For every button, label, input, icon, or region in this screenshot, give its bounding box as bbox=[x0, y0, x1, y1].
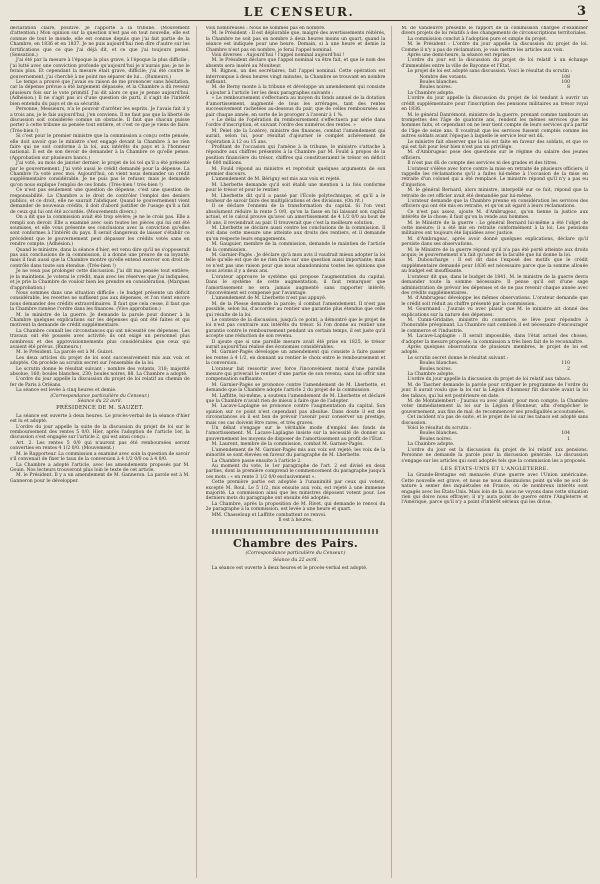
column-3 bbox=[401, 26, 588, 878]
paragraph: M. Fould répond au ministre et reproduit quelques arguments de son premier discours. bbox=[205, 166, 386, 177]
paragraph: L'orateur fait ressortir avec force l'inconvénient moral d'une pareille mesure qui priverait le rentier d'une partie de son revenu, sans lui offrir une compensation suffisante. bbox=[205, 366, 386, 383]
paragraph: L'orateur demande que la Chambre prenne en considération les services des officiers qui ont été mis en retraite, et qu'on ait égard à leurs réclamations. bbox=[401, 199, 588, 210]
paragraph: MM. Chasseloup et Laffitte combattent ce renvoi. bbox=[211, 512, 327, 518]
tally-value: 1 bbox=[567, 436, 570, 442]
paragraph: La séance est levée à cinq heures et demie. bbox=[16, 388, 117, 394]
section-heading: LES ÉTATS-UNIS ET L'ANGLETERRE. bbox=[440, 465, 549, 472]
paragraph: M. le Président. La parole est à M. Guizot. bbox=[16, 350, 114, 356]
paragraph: M. le Ministre de la guerre : Le général Bernard lui-même a été l'objet de cette mesure; il a été mis en retraite conformément à la loi. Les pensions militaires ont toujours été liquidées avec justice. bbox=[401, 220, 588, 237]
tally-label: Boules blanches. bbox=[419, 431, 459, 437]
correspondence-note: (Correspondance particulière du Censeur.) bbox=[50, 393, 150, 399]
paragraph: M. Lacave-Laplagne se prononce contre l'augmentation du capital. Son opinion sur ce point n'est cependant pas absolue. Dans doute il est des circonstances où il est bon de prévoir l'avenir pour conserver un prestige, mais ces cas doivent être rares, et très graves. bbox=[205, 404, 386, 426]
session-date: Séance du 22 avril. bbox=[273, 557, 318, 563]
paragraph: M. le général Bernard, alors ministre, interpellé sur ce fait, répond que la retraite de cet officier avait été demandée par lui-même. bbox=[401, 188, 588, 199]
paragraph: Il est à heures. bbox=[278, 517, 313, 523]
paragraph: M. Bignon, un des secrétaires, fait l'appel nominal. Cette opération est interrompue à deux heures vingt minutes, la Chambre se trouvant en nombre suffisant. bbox=[205, 69, 386, 86]
paragraph: La Chambre adopte. bbox=[407, 372, 455, 377]
tally-value: 108 bbox=[561, 74, 570, 80]
page-header bbox=[10, 4, 588, 21]
paragraph: M. Gauguier, membre de la commission, demande le maintien de l'article de la commission. bbox=[205, 242, 386, 253]
paragraph: Il ajoute que si une pareille mesure avait été prise en 1825, le trésor aurait aujourd'hui réalisé des économies considérables. bbox=[205, 339, 386, 350]
tally-label: Nombre des votants. bbox=[419, 74, 468, 80]
paragraph: L'ordre du jour appelle la discussion du projet de loi tendant à ouvrir un crédit supplémentaire pour l'inscription des pensions militaires au trésor royal en 1836. bbox=[401, 96, 588, 113]
paragraph: M. Garnier-Pagès : Je déclare qu'à mon avis il vaudrait mieux adopter la loi telle qu'elle est que de ne rien faire sur une question aussi importante; mais ce n'est pas une raison pour que nous abandonnions toutes les opinions que nous avions il y a deux ans. bbox=[205, 253, 386, 275]
paragraph: M. Garnier-Pagès développe un amendement qui consiste à faire passer les rentes à 4 1/2, en donnant au rentier le choix entre le remboursement et la conversion. bbox=[205, 350, 386, 367]
paragraph: L'orateur approuve le système qui propose l'augmentation du capital. Dans le système de cette augmentation, il faut remarquer que l'amortissement ne sera jamais augmenté sans rapporter intérêt; l'inconvénient est compensé par l'avantage. bbox=[205, 274, 386, 296]
paragraph: J'ai voté, au mois de janvier dernier, le projet de loi tel qu'il a été présenté par le gouvernement. J'ai voté aussi le crédit demandé pour la dépense. La Chambre l'a voté avec moi. Aujourd'hui, on vient nous demander un crédit supplémentaire considérable. Je ne puis pas le refuser, mais je demande qu'on nous explique l'emploi de ces fonds. (Très-bien ! très-bien !) bbox=[10, 161, 190, 188]
paragraph: L'ordre du jour appelle la suite de la discussion du projet de loi sur le remboursement des rentes 5 0/0. Hier, après l'adoption de l'article 1er, la discussion s'est engagée sur l'article 2, qui est ainsi conçu : bbox=[10, 424, 190, 441]
presidency-heading: PRÉSIDENCE DE M. SAUZET. bbox=[56, 405, 144, 412]
vote-tally-1 bbox=[401, 75, 588, 91]
page-number: 3 bbox=[576, 4, 586, 19]
paragraph: La séance est ouverte à deux heures. Le procès-verbal de la séance d'hier est lu et adopté. bbox=[10, 413, 190, 425]
paragraph: M. Pelet (de la Lozère), ministre des finances, combat l'amendement qui aurait, selon lui, pour résultat d'ajourner le complet achèvement de l'opération à 12 ou 15 ans. bbox=[205, 128, 386, 145]
paragraph: M. de la Plesse demande la parole; il combat l'amendement. Il n'est pas possible, selon lui, d'accorder au rentier une garantie plus étendue que celle qui résulte de la loi. bbox=[205, 301, 386, 318]
tally-value: 110 bbox=[561, 361, 570, 367]
paragraph: Ce n'est pas assez, ajoute M. d'Ambrugeac, qu'on tienne la justice aux intérêts de la chose; il faut qu'on la rende aux hommes. bbox=[401, 209, 588, 221]
paragraph: M. d'Ambrugeac pose des questions sur le régime du salaire des jeunes officiers. bbox=[401, 150, 588, 161]
paragraph: J'ai été par la mesure à l'époque la plus grave, à l'époque la plus difficile ; j'ai lutté avec une conviction profonde qu'aujourd'hui je n'aurais pas; je ne le ferais plus. Et cependant la mesure était grave, difficile; j'ai été contre le gouvernement, j'ai cherché à ne point me séparer de lui... (Rumeurs.) bbox=[10, 58, 190, 80]
tally-value: 2 bbox=[567, 366, 570, 372]
paragraph: M. d'Ambrugeac développe les mêmes observations. L'orateur demande que le crédit soit réduit au chiffre présenté par la commission. bbox=[401, 296, 588, 307]
paragraph: La séance est ouverte à deux heures et le procès-verbal est adopté. bbox=[211, 566, 368, 572]
paragraph: L'orateur dit que, dans le budget de 1841, M. le ministre de la guerre devra demander toute la somme nécessaire. Il pense qu'il est d'une sage administration de prévoir les dépenses et de ne pas revenir chaque année avec des crédits supplémentaires. bbox=[401, 274, 588, 296]
paragraph: Ce n'est pas seulement une question de dépense, c'est une question de responsabilité. La Chambre a le droit de contrôler l'emploi des deniers publics, et ce droit, elle ne saurait l'abdiquer. Quand le gouvernement vient demander de nouveaux crédits, il doit d'abord justifier de l'usage qu'il a fait de ceux qui lui ont été accordés. (Mouvements divers.) bbox=[10, 188, 190, 215]
paragraph: Après quelques observations de plusieurs membres, le projet de loi est adopté. bbox=[401, 344, 588, 356]
paragraph: La Grande-Bretagne est menacée d'une guerre avec l'Union américaine. Cette nouvelle est grave, et nous ne nous dissimulons point qu'elle ne soit de nature à semer des inquiétudes en France, où de nombreux intérêts sont engagés avec les États-Unis. Mais loin de là, nous ne voyons dans cette situation rien qui doive nous effrayer; il n'y aura point de guerre entre l'Angleterre et l'Amérique, parce qu'il n'y a point d'intérêt sérieux qui les divise. bbox=[401, 473, 588, 506]
paragraph: M. le Président. Il y a un amendement de M. Ganneron. La parole est à M. Ganneron pour le développer. bbox=[10, 473, 190, 484]
paragraph: La Chambre adopte. bbox=[407, 90, 455, 96]
paragraph: La commission conclut à l'adoption pure et simple du projet. bbox=[407, 36, 548, 42]
column-1 bbox=[10, 26, 197, 878]
paragraph: M. de Berny monte à la tribune et développe un amendement qui consiste à ajouter à l'article 1er les deux paragraphes suivants : bbox=[205, 85, 386, 96]
paragraph: On a dit que la commission avait été trop sévère; je ne le crois pas. Elle a rempli son devoir. Elle a examiné avec soin toutes les pièces qui lui ont été soumises, et elle vous présente ses conclusions avec la conviction qu'elles sont conformes à l'intérêt du pays. Il serait dangereux de laisser s'établir ce précédent que le gouvernement peut dépasser les crédits votés sans en rendre compte. (Adhésion.) bbox=[10, 215, 190, 248]
paragraph: M. Laffitte, lui-même, a soutenu l'amendement de M. Lherbette et déclaré que la Chambre n'avait rien de mieux à faire que de l'adopter. bbox=[205, 393, 386, 405]
paragraph: L'amendement de M. Bérigny est mis aux voix et rejeté. bbox=[211, 177, 341, 183]
paragraph: M. Lherbette dit qu'il a passé par l'École polytechnique, et qu'il a le bonheur de savoir faire des multiplications et des divisions. (On rit.) bbox=[205, 193, 386, 204]
tally-value: 104 bbox=[561, 431, 570, 437]
paragraph: M. le Président déclare que l'appel nominal va être fait, et que le nom des absents sera inséré au Moniteur. bbox=[205, 58, 386, 69]
paragraph: Il se déclare l'ennemi de la transformation du capital. Si l'on veut absolument réduire la rente 5 0/0, qu'on la fasse en lui laissant son capital actuel, et le calcul prouve qu'avec un amortissement de 4 1/2 0/0 au bout de 30 ans, il reviendrait au pair. Il trouverait que c'est la meilleure solution. bbox=[205, 204, 386, 226]
paragraph: M. de Vandeuvre présente le rapport de la commission chargée d'examiner divers projets de loi relatifs à des changements de circonscriptions territoriales. bbox=[401, 26, 588, 37]
paragraph: M. Duboucharge : Il est dit dans l'exposé des motifs que le crédit supplémentaire demandé pour 1836 est nécessaire parce que la somme allouée au budget est insuffisante. bbox=[401, 258, 588, 275]
paragraph: M. le Président : Il est déplorable que, malgré des avertissements réitérés, la Chambre ne soit pas en nombre à deux heures moins un quart, quand la séance est indiquée pour une heure. Demain, si à une heure et demie la Chambre n'est pas en nombre, je ferai l'appel nominal. bbox=[205, 31, 386, 53]
ornamental-rule bbox=[212, 529, 380, 534]
tally-label: Boules noires. bbox=[419, 85, 453, 91]
paragraph: M. Garnier-Pagès se prononce contre l'amendement de M. Lherbette, et demande que la Chambre adopte l'article 2 du projet de la commission. bbox=[205, 382, 386, 394]
paragraph: M. de Montalembert : J'aurais vu avec plaisir, pour mon compte, la Chambre voter immédiatement la loi sur la Légion d'Honneur, afin d'empêcher le gouvernement, aux fins de mal, de recommencer ses prodigalités accoutumées. bbox=[401, 399, 588, 415]
paragraph: M. de Tascher demande la parole pour critiquer le programme de l'ordre du jour. Il aurait voulu que la loi sur la Légion d'honneur fût discutée avant la loi des tabacs, qui lui est postérieure en date. bbox=[401, 382, 588, 399]
paragraph: Le temps a prouvé que j'avais eu raison de me prononcer sans hésitation, car la dépense prévue a été largement dépassée, et la Chambre a dû revenir plusieurs fois sur le vote primitif. J'ai dit alors ce que je pense aujourd'hui. (Adhésion.) Il ne s'agit pas ici d'une question de parti, il s'agit de l'intérêt bien entendu du pays et de sa sécurité. bbox=[10, 80, 190, 107]
paragraph: M. Lacave-Laplagne : Il serait impossible, dans l'état actuel des choses, d'adopter la mesure proposée; la commission a très bien fait de le reconnaître. bbox=[401, 334, 588, 345]
tally-label: Boules blanches. bbox=[419, 80, 459, 86]
paragraph: Après une demi-heure, la séance est reprise. bbox=[407, 53, 511, 59]
paragraph: M. le ministre de la guerre. Je demande la parole pour donner à la Chambre quelques explications sur les dépenses qui ont été faites et qui motivent la demande de crédit supplémentaire. bbox=[10, 312, 190, 329]
paragraph: L'ordre du jour appelle la discussion du projet de loi relatif au chemin de fer de Paris à Orléans. bbox=[10, 377, 190, 388]
paragraph: Cet incident n'a pas de suite, et le projet de loi sur les tabacs est adopté sans discussion. bbox=[401, 415, 588, 426]
paragraph: L'ordre du jour est la discussion du projet de loi relatif à un échange d'immeubles entre la ville de Bayonne et l'État. bbox=[401, 58, 588, 69]
paragraph: La Chambre connaît les circonstances qui ont nécessité ces dépenses. Les travaux ont été poussés avec activité; ils ont exigé un personnel plus nombreux et des approvisionnements plus considérables que ceux qui avaient été prévus. (Rumeurs.) bbox=[10, 328, 190, 350]
paragraph: « Le remboursement s'effectuera au moyen du fonds annuel de la dotation d'amortissement, augmenté de tous les arrérages, tant des rentes successivement rachetées au-dessous du pair, que de celles remboursées au pair chaque année, en sorte de le proroger à l'avenir à 1 %. bbox=[205, 96, 386, 118]
paragraph: Au moment du vote, le 1er paragraphe de l'art. 2 est divisé en deux parties, dont la première comprend le commencement du paragraphe jusqu'à ces mots : « en rente 3 1/2 0/0 exclusivement ». bbox=[205, 463, 386, 480]
paragraph: Le scrutin donne le résultat suivant : nombre des votants, 318; majorité absolue, 160; boules blanches, 230; boules noires, 88. La Chambre a adopté. bbox=[10, 366, 190, 377]
paragraph: La Chambre a adopté l'article, avec les amendements proposés par M. Gouin. Nos lecteurs trouveront plus loin le texte de cet article. bbox=[10, 462, 190, 473]
paragraph: Je ne veux pas prolonger cette discussion. J'ai dit ma pensée tout entière; je la maintiens. Je voterai le crédit, mais avec les réserves que j'ai indiquées, et je prie la Chambre de vouloir bien les prendre en considération. (Marques d'approbation.) bbox=[10, 269, 190, 291]
paragraph: L'amendement de M. Lherbette n'est pas appuyé. bbox=[211, 296, 327, 302]
section-headline: Chambre des Pairs. bbox=[232, 537, 359, 551]
paragraph: M. Cunin-Gridaine, ministre du commerce, se lève pour répondre à l'honorable préopinant. La Chambre sait combien il est nécessaire d'encourager le commerce et l'industrie. bbox=[401, 317, 588, 334]
paragraph: Art. 2. Les rentes 5 0/0 qui n'auront pas été remboursées seront converties en rentes 4 1/2 0/0. (Mouvement.) bbox=[10, 440, 190, 452]
vote-tally-3 bbox=[401, 431, 588, 442]
paragraph: Personne, Messieurs, n'a le pouvoir d'arrêter les esprits. Je l'avais fait il y a trois ans, je le fais aujourd'hui, j'en conviens. Il ne faut pas que la liberté de discussion soit considérée comme un obstacle. Il faut que chacun puisse porter à cette tribune sa pensée tout entière, et c'est ce que je viens de faire. (Très-bien !) bbox=[10, 107, 190, 134]
paragraph: L'ordre du jour est la discussion du projet de loi relatif aux pensions. Personne ne demande la parole pour la discussion générale. La discussion s'engage sur les articles qui sont adoptés tels que la commission les a proposés. bbox=[401, 447, 588, 464]
paragraph: Profitant de l'occasion qui l'amène à la tribune, le ministre s'attache à répondre aux chiffres présentés à la Chambre par M. Fould à propos de la position financière du trésor, chiffres qui constitueraient le trésor en déficit de 600 millions. bbox=[205, 144, 386, 167]
paragraph: M. Gourmand : J'aurais vu avec plaisir que M. le ministre ait donné des explications sur la nature des dépenses. bbox=[401, 307, 588, 318]
correspondence-note: (Correspondance particulière du Censeur.) bbox=[245, 551, 346, 557]
paragraph: Quand le ministre, dans la séance d'hier, est venu dire qu'il ne s'opposerait pas aux conclusions de la commission, il a donné une preuve de sa loyauté; mais il faut aussi que la Chambre montre qu'elle entend exercer son droit de contrôle dans toute son étendue. (Très-bien !) bbox=[10, 247, 190, 269]
paragraph: Les deux articles du projet de loi sont successivement mis aux voix et adoptés. On procède au scrutin secret sur l'ensemble de la loi. bbox=[10, 355, 190, 367]
paragraph: M. Lherbette demande qu'il soit établi une mention à la fois conforme pour le trésor et pour le rentier. bbox=[205, 182, 386, 194]
tally-value: 100 bbox=[561, 80, 570, 86]
newspaper-title: LE CENSEUR. bbox=[243, 5, 355, 19]
paragraph: Si c'est pour le premier ministre que la commission a conçu cette pensée, elle doit savoir que le ministre s'est engagé devant la Chambre à ne rien faire qui ne soit conforme à la loi, aux intérêts du pays et à l'honneur national. Il est de son devoir de demander à la Chambre ce qu'elle pense. (Approbation sur plusieurs bancs.) bbox=[10, 134, 190, 161]
column-2 bbox=[206, 26, 393, 878]
paragraph: M. d'Ambrugeac, après avoir donné quelques explications, déclare qu'il persiste dans ses observations. bbox=[401, 236, 588, 248]
paragraph: Le contexte de la discussion, jusqu'à ce point, a démontré que le projet de loi n'est pas contraire aux intérêts du trésor. Si l'on donne au rentier une garantie contre le remboursement pendant un certain temps, il est juste qu'il accepte une réduction de son revenu. bbox=[205, 317, 386, 340]
paragraph: L'orateur s'élève avec force contre la mise en retraite de plusieurs officiers; il rappelle les réclamations qu'il a faites lui-même à l'occasion de la mise en retraite d'un colonel qui a été remplacé. Le ministre répond qu'il n'y a pas eu d'injustice. bbox=[401, 166, 588, 188]
article-columns bbox=[10, 26, 588, 878]
paragraph: M. Lherbette se déclare aussi contre les conclusions de la commission. Il voit dans cette mesure une atteinte aux droits des rentiers, et il demande qu'on respecte leurs engagements. bbox=[205, 226, 386, 242]
paragraph: M. le Rapporteur. La commission a examiné avec soin la question de savoir s'il convenait de fixer le taux de la conversion à 4 1/2 0/0 ou à 4 0/0. bbox=[10, 451, 190, 463]
tally-label: Boules blanches. bbox=[419, 361, 459, 367]
paragraph: Le ministre fait observer que la loi est faite en faveur des soldats, et que ce qui est fait pour leur bien n'est pas un privilège. bbox=[401, 139, 588, 150]
paragraph: Nous sommes dans une situation difficile : le budget présente un déficit considérable, les recettes ne suffisent pas aux dépenses, et l'on vient encore nous demander des crédits extraordinaires. Il faut que cela cesse, il faut que la Chambre ramène l'ordre dans les finances. (Vive approbation.) bbox=[10, 290, 190, 313]
paragraph: Le projet de loi est adopté sans discussion. Voici le résultat du scrutin : bbox=[407, 69, 572, 75]
paragraph: La Chambre passe ensuite à l'article 2. bbox=[211, 458, 302, 464]
paragraph: Cette première partie est adoptée à l'unanimité par ceux qui votent, excepté M. Roul. Le 5 1/2, mis ensuite aux voix, est rejeté à une immense majorité. La commission ainsi que les ministres déposent votent pour. Les derniers mots du paragraphe ont ensuite été adoptés. bbox=[205, 480, 386, 502]
paragraph: M. le général Danrémont, ministre de la guerre, prenant comme tambours un trompettes des l'âge de quatorze ans, rendent les mêmes services que les hommes faits, et cependant on ne leur tient compte de leurs services qu'à partir de l'âge de seize ans. Il voudrait que les services fussent comptés comme les autres soldats avant l'époque à laquelle le service leur est dû. bbox=[401, 112, 588, 140]
tally-value: 8 bbox=[567, 85, 570, 91]
paragraph: L'amendement de M. Garnier-Pagès mis aux voix est rejeté; les voix de la minorité se sont élevées en faveur du paragraphe de M. Lherbette. bbox=[205, 447, 386, 459]
paragraph: Voici le résultat du scrutin : bbox=[407, 426, 472, 432]
tally-label: Boules noires. bbox=[419, 436, 453, 442]
tally-label: Boules noires. bbox=[419, 366, 453, 372]
paragraph: Voix diverses : Aujourd'hui ! l'appel nominal aujourd'hui ! bbox=[211, 53, 345, 59]
paragraph: La Chambre, après la proposition de M. Rivet, qui demande le renvoi du 2e paragraphe à la commission, est levée à une heure et quart. bbox=[205, 501, 386, 513]
paragraph: Il n'est pas dû de compte des services ni des grades et des titres. bbox=[407, 161, 558, 167]
vote-tally-2 bbox=[401, 361, 588, 372]
paragraph: La Chambre adopte. bbox=[407, 442, 455, 448]
paragraph: M. le Président : L'ordre du jour appelle la discussion du projet de loi. Comme il n'y a pas de réclamation, je vais mettre les articles aux voix. bbox=[401, 42, 588, 53]
paragraph: M. le Ministre de la guerre répond qu'il n'a pas été porté atteinte aux droits acquis; le gouvernement n'a fait qu'user de la faculté que lui donne la loi. bbox=[401, 247, 588, 259]
paragraph: L'ordre du jour appelle la discussion du projet de loi relatif aux tabacs. bbox=[407, 377, 572, 383]
paragraph: Un débat s'engage sur le véritable mode d'emploi des fonds de l'amortissement. M. Lacave-Laplagne insiste sur la nécessité de donner au gouvernement les moyens de disposer de l'amortissement au profit de l'État. bbox=[205, 426, 386, 442]
session-date: Séance du 22 avril. bbox=[77, 399, 123, 405]
paragraph: Voix nombreuses : Nous ne sommes pas en nombre. bbox=[205, 26, 326, 31]
paragraph: « Le délai de l'opération du remboursement s'effectuera par série dans l'ordre d'inscription, et suivant l'ordre des numéros des rentes. » bbox=[205, 117, 386, 129]
chamber-of-peers-section bbox=[206, 529, 386, 563]
paragraph: Le scrutin secret donne le résultat suivant : bbox=[407, 355, 509, 361]
paragraph: M. Laurent, membre de la commission, combat M. Garnier-Pagès. bbox=[211, 442, 364, 448]
paragraph: déclaration claire, positive. Je l'apporte à la tribune. (Mouvement d'attention.) Mon opinion sur la question n'est pas en tout nouvelle, elle est connue de tout le monde, elle est connue depuis que j'ai fait partie de la Chambre, en 1836 et en 1837. Je ne puis aujourd'hui rien dire d'autre sur les fortifications que ce que j'ai déjà dit, et ce que j'ai toujours pensé. (Sensation.) bbox=[10, 26, 190, 59]
